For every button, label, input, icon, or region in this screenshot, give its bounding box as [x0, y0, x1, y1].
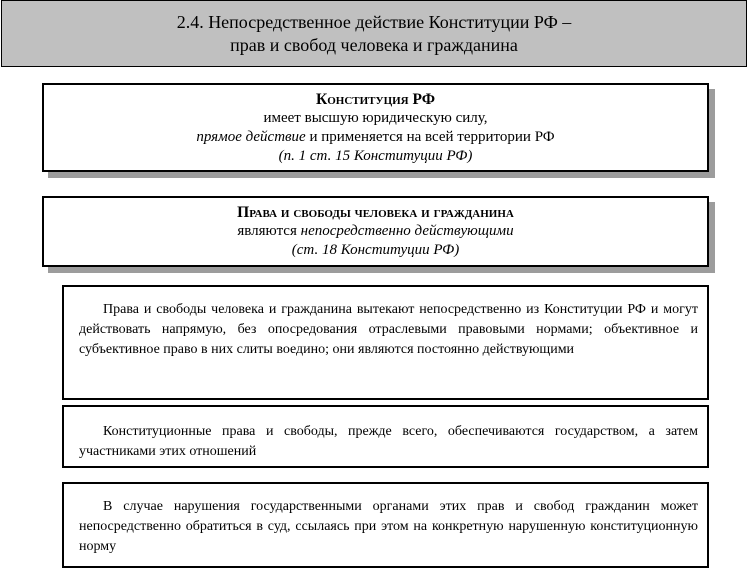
- constitution-title: Конституция РФ: [315, 91, 436, 108]
- constitution-citation: (п. 1 ст. 15 Конституции РФ): [278, 148, 473, 164]
- rights-origin-text: Права и свободы человека и гражданина вытекают непосредственно из Конституции РФ и могут действовать напрямую, без опосредования отраслевыми правовыми нормами; объективное и субъективное право в них слиты воедино; они являются постоянно действующими: [79, 302, 698, 357]
- state-guarantee-box: [62, 405, 709, 468]
- state-guarantee-text: Конституционные права и свободы, прежде всего, обеспечиваются государством, а затем участниками этих отношений: [79, 424, 698, 459]
- constitution-line2: [44, 128, 707, 147]
- rights-title: Права и свободы человека и гражданина: [237, 204, 514, 221]
- constitution-line1: имеет высшую юридическую силу,: [263, 110, 488, 126]
- rights-citation: (ст. 18 Конституции РФ): [291, 242, 460, 258]
- directly-acting-term: непосредственно действующими: [300, 223, 514, 239]
- rights-line1: [44, 222, 707, 241]
- direct-action-term: прямое действие: [196, 129, 306, 145]
- rights-origin-box: [62, 285, 709, 400]
- header-title-line1: 2.4. Непосредственное действие Конституции РФ –: [176, 12, 572, 32]
- rights-box: [42, 196, 709, 267]
- constitution-line2-rest: и применяется на всей территории РФ: [305, 129, 555, 145]
- rights-line1-normal: являются: [237, 223, 301, 239]
- court-appeal-box: [62, 482, 709, 568]
- constitution-box: [42, 83, 709, 172]
- page-header: [1, 0, 747, 67]
- header-title-line2: прав и свобод человека и гражданина: [230, 35, 518, 55]
- court-appeal-text: В случае нарушения государственными органами этих прав и свобод гражданин может непосредственно обратиться в суд, ссылаясь при этом на конкретную нарушенную конституционную норму: [79, 499, 698, 554]
